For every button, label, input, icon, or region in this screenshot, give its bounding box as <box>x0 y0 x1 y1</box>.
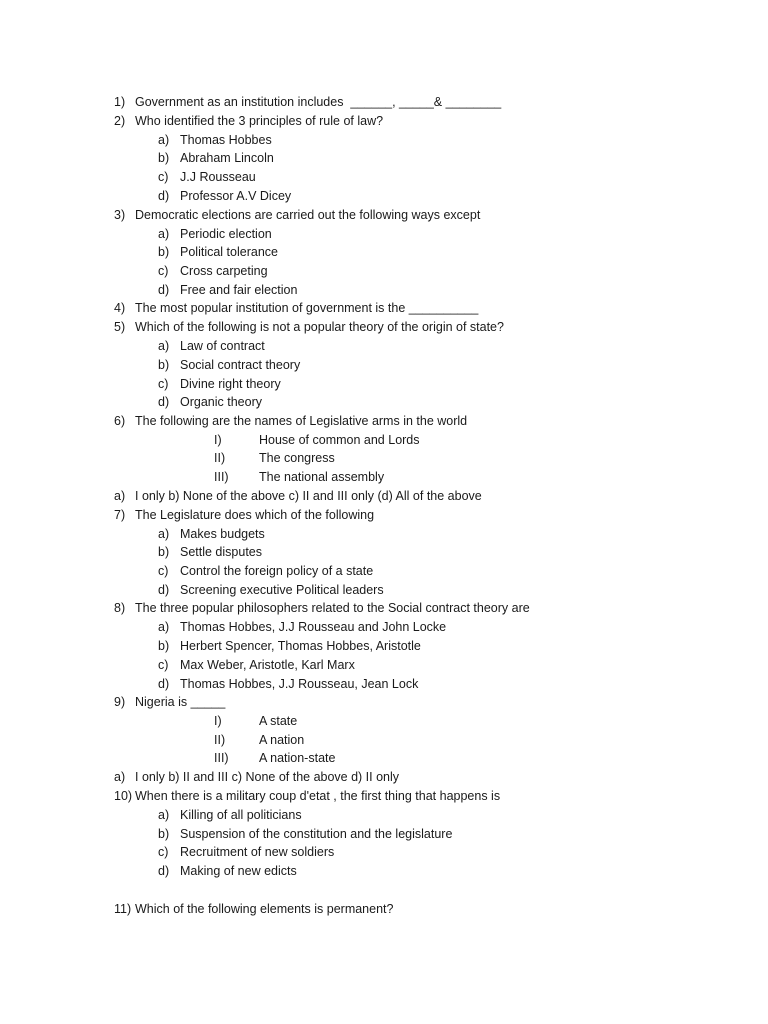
q8-option-b-text: Herbert Spencer, Thomas Hobbes, Aristotle <box>180 639 421 653</box>
q9-item-1-marker: I) <box>214 714 222 728</box>
question-3-number: 3) <box>114 208 126 222</box>
q9-item-2-marker: II) <box>214 733 226 747</box>
q2-option-d-marker: d) <box>158 189 170 203</box>
q5-option-c-marker: c) <box>158 377 169 391</box>
q10-option-d-marker: d) <box>158 864 170 878</box>
question-6-text: The following are the names of Legislative arms in the world <box>135 414 468 428</box>
q7-option-b-marker: b) <box>158 545 170 559</box>
question-8-number: 8) <box>114 601 126 615</box>
q5-option-d-marker: d) <box>158 395 170 409</box>
q8-option-b-marker: b) <box>158 639 170 653</box>
q9-answer-choices: I only b) II and III c) None of the above d) II only <box>135 770 400 784</box>
question-9-number: 9) <box>114 695 126 709</box>
question-4-number: 4) <box>114 301 126 315</box>
question-1-text: Government as an institution includes ______, _____& ________ <box>135 95 502 109</box>
q6-item-2-marker: II) <box>214 451 226 465</box>
q8-option-c-marker: c) <box>158 658 169 672</box>
q2-option-b-marker: b) <box>158 151 170 165</box>
q9-answer-marker: a) <box>114 770 126 784</box>
q9-item-1-text: A state <box>259 714 298 728</box>
question-10-number: 10) <box>114 789 133 803</box>
q2-option-a-marker: a) <box>158 133 170 147</box>
q7-option-d-text: Screening executive Political leaders <box>180 583 384 597</box>
q7-option-a-marker: a) <box>158 527 170 541</box>
q10-option-d-text: Making of new edicts <box>180 864 297 878</box>
q3-option-b-text: Political tolerance <box>180 245 278 259</box>
q3-option-d-marker: d) <box>158 283 170 297</box>
q7-option-c-marker: c) <box>158 564 169 578</box>
q8-option-d-text: Thomas Hobbes, J.J Rousseau, Jean Lock <box>180 677 419 691</box>
q9-item-3-marker: III) <box>214 751 229 765</box>
q6-item-3-marker: III) <box>214 470 229 484</box>
q2-option-d-text: Professor A.V Dicey <box>180 189 292 203</box>
q7-option-b-text: Settle disputes <box>180 545 262 559</box>
q6-answer-marker: a) <box>114 489 126 503</box>
q3-option-a-marker: a) <box>158 227 170 241</box>
q9-item-3-text: A nation-state <box>259 751 336 765</box>
q2-option-a-text: Thomas Hobbes <box>180 133 272 147</box>
q3-option-b-marker: b) <box>158 245 170 259</box>
q2-option-b-text: Abraham Lincoln <box>180 151 274 165</box>
q3-option-a-text: Periodic election <box>180 227 272 241</box>
q3-option-d-text: Free and fair election <box>180 283 298 297</box>
question-10-text: When there is a military coup d'etat , the first thing that happens is <box>135 789 501 803</box>
q7-option-a-text: Makes budgets <box>180 527 265 541</box>
q8-option-a-marker: a) <box>158 620 170 634</box>
q7-option-c-text: Control the foreign policy of a state <box>180 564 374 578</box>
q10-option-b-text: Suspension of the constitution and the legislature <box>180 827 453 841</box>
q9-item-2-text: A nation <box>259 733 305 747</box>
question-8-text: The three popular philosophers related to the Social contract theory are <box>135 601 530 615</box>
q10-option-a-text: Killing of all politicians <box>180 808 302 822</box>
question-9-text: Nigeria is _____ <box>135 695 226 709</box>
q10-option-c-text: Recruitment of new soldiers <box>180 845 335 859</box>
question-2-number: 2) <box>114 114 126 128</box>
q6-item-2-text: The congress <box>259 451 335 465</box>
q3-option-c-text: Cross carpeting <box>180 264 268 278</box>
question-5-number: 5) <box>114 320 126 334</box>
q6-answer-choices: I only b) None of the above c) II and III only (d) All of the above <box>135 489 482 503</box>
q10-option-a-marker: a) <box>158 808 170 822</box>
q5-option-b-text: Social contract theory <box>180 358 301 372</box>
q2-option-c-text: J.J Rousseau <box>180 170 256 184</box>
q5-option-a-marker: a) <box>158 339 170 353</box>
q7-option-d-marker: d) <box>158 583 170 597</box>
q8-option-d-marker: d) <box>158 677 170 691</box>
q3-option-c-marker: c) <box>158 264 169 278</box>
question-1-number: 1) <box>114 95 126 109</box>
question-11-number: 11) <box>114 902 132 916</box>
question-3-text: Democratic elections are carried out the following ways except <box>135 208 481 222</box>
q6-item-1-text: House of common and Lords <box>259 433 420 447</box>
q8-option-c-text: Max Weber, Aristotle, Karl Marx <box>180 658 355 672</box>
question-4-text: The most popular institution of government is the __________ <box>135 301 479 315</box>
q10-option-c-marker: c) <box>158 845 169 859</box>
question-7-number: 7) <box>114 508 126 522</box>
q5-option-a-text: Law of contract <box>180 339 265 353</box>
question-6-number: 6) <box>114 414 126 428</box>
q6-item-1-marker: I) <box>214 433 222 447</box>
question-11-text: Which of the following elements is permanent? <box>135 902 394 916</box>
q5-option-c-text: Divine right theory <box>180 377 281 391</box>
q2-option-c-marker: c) <box>158 170 169 184</box>
question-2-text: Who identified the 3 principles of rule of law? <box>135 114 384 128</box>
question-5-text: Which of the following is not a popular theory of the origin of state? <box>135 320 504 334</box>
q6-item-3-text: The national assembly <box>259 470 385 484</box>
question-7-text: The Legislature does which of the following <box>135 508 375 522</box>
q5-option-b-marker: b) <box>158 358 170 372</box>
q5-option-d-text: Organic theory <box>180 395 262 409</box>
q8-option-a-text: Thomas Hobbes, J.J Rousseau and John Locke <box>180 620 447 634</box>
q10-option-b-marker: b) <box>158 827 170 841</box>
